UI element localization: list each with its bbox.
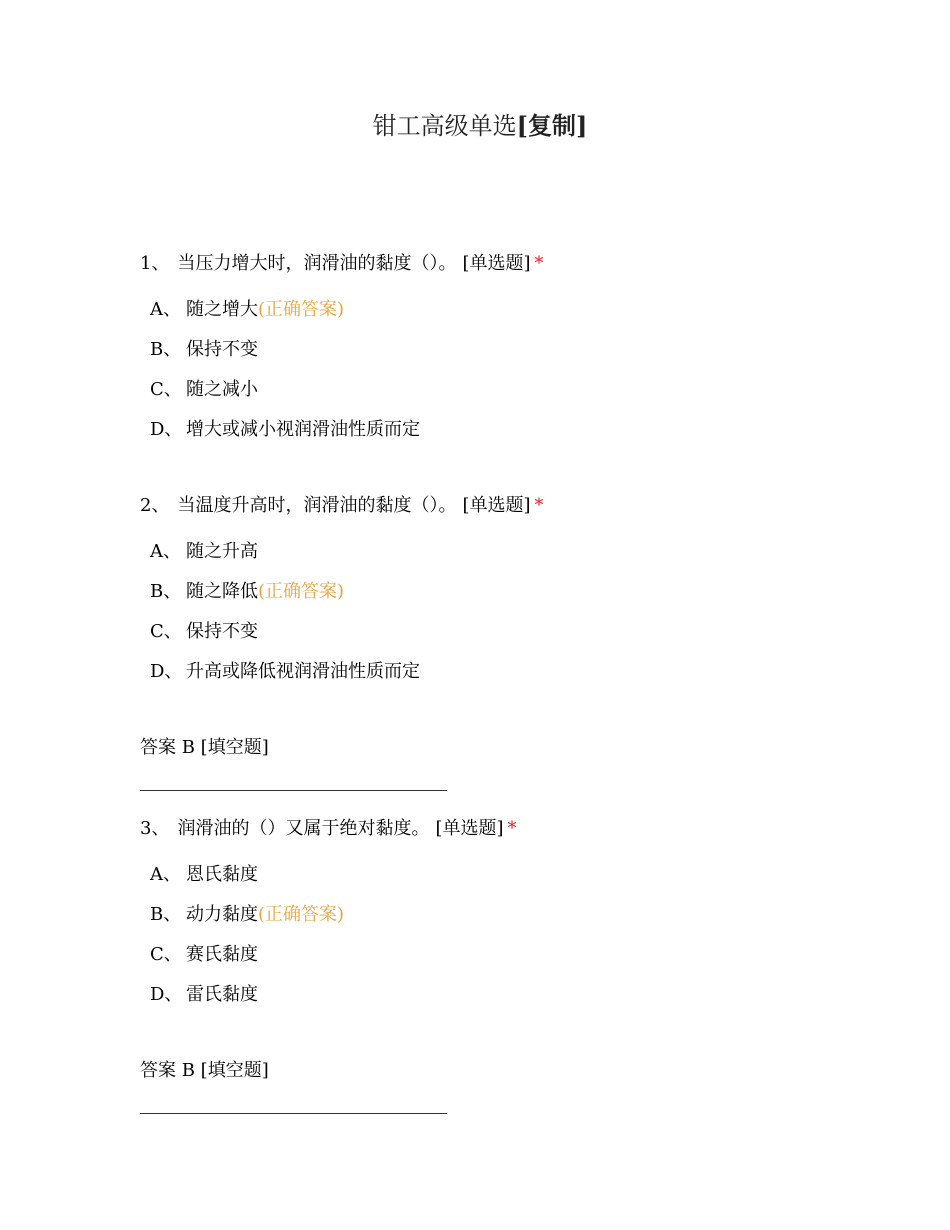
option-1a[interactable] [150, 298, 344, 322]
option-text: 增大或减小视润滑油性质而定 [186, 419, 420, 440]
question-number: 1、 [140, 253, 170, 274]
option-letter: A、 [150, 541, 181, 562]
option-text: 赛氏黏度 [186, 944, 258, 965]
required-mark: * [507, 818, 517, 839]
option-letter: C、 [150, 944, 182, 965]
option-letter: D、 [150, 984, 183, 1005]
option-3d[interactable] [150, 983, 258, 1007]
option-1c[interactable] [150, 378, 258, 402]
option-2b[interactable] [150, 580, 344, 604]
option-text: 随之增大 [186, 299, 258, 320]
question-type: [单选题] [435, 818, 504, 839]
question-3-stem [140, 817, 840, 841]
question-type: [单选题] [462, 495, 531, 516]
option-text: 随之减小 [186, 379, 258, 400]
page-title [0, 110, 950, 142]
required-mark: * [534, 253, 544, 274]
correct-answer-tag: (正确答案) [258, 299, 345, 320]
question-text: 当压力增大时，润滑油的黏度（）。 [177, 253, 457, 274]
option-letter: B、 [150, 581, 182, 602]
option-text: 恩氏黏度 [186, 864, 258, 885]
option-3c[interactable] [150, 943, 258, 967]
correct-answer-tag: (正确答案) [258, 904, 345, 925]
option-text: 雷氏黏度 [186, 984, 258, 1005]
question-2-stem [140, 494, 840, 518]
fill-blank-label: 答案 B [填空题] [140, 737, 269, 758]
fill-blank-label: 答案 B [填空题] [140, 1060, 269, 1081]
question-type: [单选题] [462, 253, 531, 274]
option-letter: B、 [150, 339, 182, 360]
question-text: 当温度升高时，润滑油的黏度（）。 [177, 495, 457, 516]
required-mark: * [534, 495, 544, 516]
option-letter: A、 [150, 864, 181, 885]
option-3b[interactable] [150, 903, 344, 927]
option-3a[interactable] [150, 863, 258, 887]
option-letter: D、 [150, 419, 183, 440]
option-text: 升高或降低视润滑油性质而定 [186, 661, 420, 682]
question-number: 3、 [140, 818, 170, 839]
question-number: 2、 [140, 495, 170, 516]
correct-answer-tag: (正确答案) [258, 581, 345, 602]
fill-blank-input[interactable] [140, 1113, 447, 1114]
option-2a[interactable] [150, 540, 258, 564]
option-text: 随之升高 [186, 541, 258, 562]
question-1-stem [140, 252, 840, 276]
option-letter: A、 [150, 299, 181, 320]
question-3 [140, 817, 840, 841]
question-2 [140, 494, 840, 518]
option-2c[interactable] [150, 620, 258, 644]
option-1b[interactable] [150, 338, 258, 362]
title-text: 钳工高级单选 [372, 112, 517, 140]
option-letter: D、 [150, 661, 183, 682]
option-1d[interactable] [150, 418, 420, 442]
option-text: 保持不变 [186, 621, 258, 642]
option-text: 随之降低 [186, 581, 258, 602]
option-letter: C、 [150, 621, 182, 642]
option-text: 动力黏度 [186, 904, 258, 925]
option-text: 保持不变 [186, 339, 258, 360]
copy-tag: [复制] [516, 111, 588, 140]
question-text: 润滑油的（）又属于绝对黏度。 [177, 818, 430, 839]
question-1 [140, 252, 840, 276]
option-letter: B、 [150, 904, 182, 925]
option-2d[interactable] [150, 660, 420, 684]
option-letter: C、 [150, 379, 182, 400]
fill-blank-input[interactable] [140, 790, 447, 791]
